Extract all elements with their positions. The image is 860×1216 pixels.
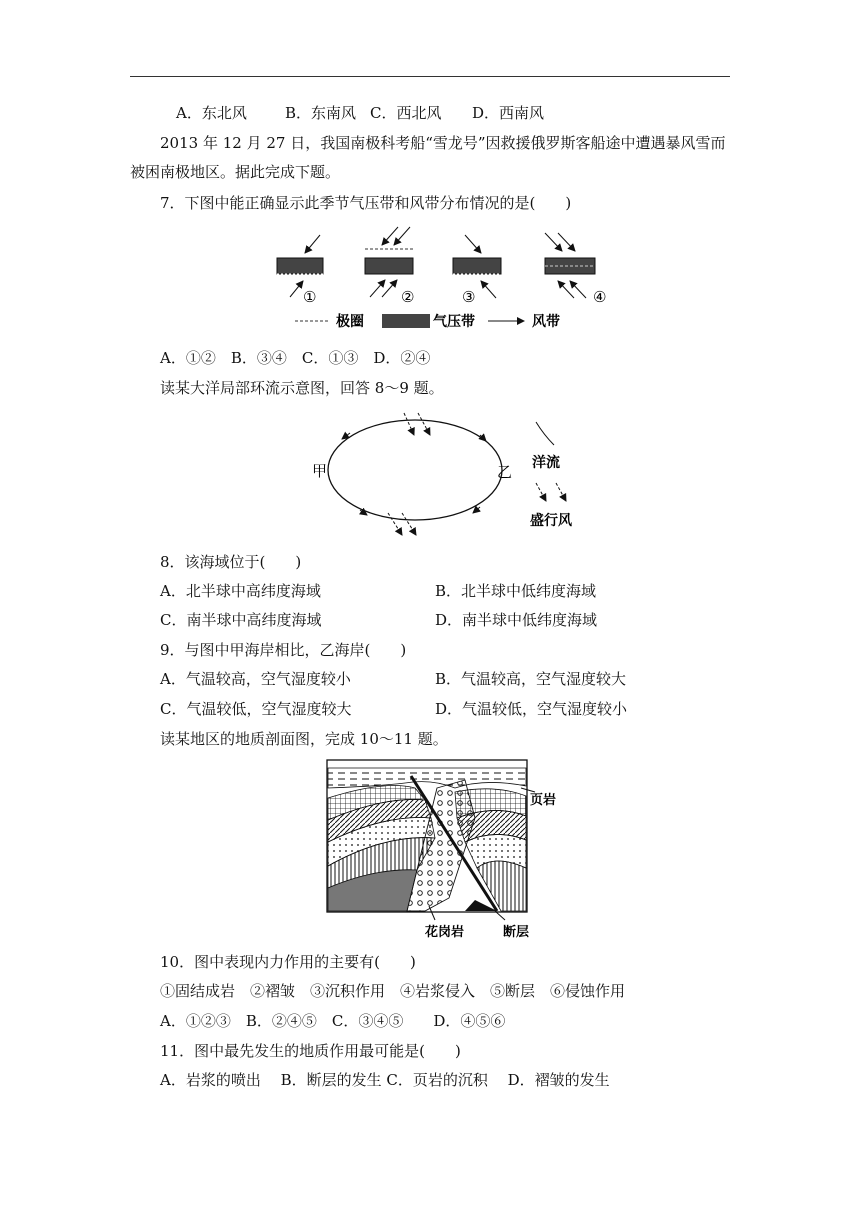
q9-stem: 9．与图中甲海岸相比，乙海岸( ) [160,641,407,659]
q6-option-c: C．西北风 [370,104,442,122]
q8-option-d: D．南半球中低纬度海域 [435,611,598,629]
label-granite: 花岗岩 [425,925,465,940]
label-4: ④ [593,288,607,306]
passage-line-2: 被困南极地区。据此完成下题。 [130,163,341,181]
diagram-4 [545,233,606,306]
q9-option-d: D．气温较低，空气湿度较小 [435,700,628,718]
pressure-wind-figure [270,225,620,335]
q7-options: A．①② B．③④ C．①③ D．②④ [160,349,431,367]
q7-stem: 7．下图中能正确显示此季节气压带和风带分布情况的是( ) [160,194,572,212]
label-1: ① [303,288,317,306]
q11-stem: 11．图中最先发生的地质作用最可能是( ) [160,1042,461,1060]
q9-option-a: A．气温较高，空气湿度较小 [160,670,351,688]
legend-pressure-belt: 气压带 [433,314,475,330]
q6-option-a: A．东北风 [176,104,247,122]
legend-wind-belt: 风带 [532,314,560,330]
label-jia: 甲 [312,462,328,480]
label-3: ③ [462,288,476,306]
label-fault: 断层 [503,925,530,940]
legend-polar-circle: 极圈 [336,314,364,330]
intro-8-9: 读某大洋局部环流示意图，回答 8～9 题。 [160,379,444,397]
label-yi: 乙 [497,463,513,481]
q8-option-a: A．北半球中高纬度海域 [160,582,321,600]
q9-option-c: C．气温较低，空气湿度较大 [160,700,352,718]
q10-stem: 10．图中表现内力作用的主要有( ) [160,953,416,971]
q6-option-d: D．西南风 [472,104,545,122]
figure-legend [295,313,560,330]
q8-option-b: B．北半球中低纬度海域 [435,582,597,600]
legend-wind: 盛行风 [530,513,572,529]
geologic-section-figure [325,758,575,943]
header-rule [130,76,730,77]
q6-option-b: B．东南风 [285,104,357,122]
passage-line-1: 2013 年 12 月 27 日，我国南极科考船“雪龙号”因救援俄罗斯客船途中遭遇暴风雪而 [160,134,726,152]
q8-stem: 8．该海域位于( ) [160,553,302,571]
q11-options: A．岩浆的喷出 B．断层的发生 C．页岩的沉积 D．褶皱的发生 [160,1071,610,1089]
legend-current-line [536,422,554,445]
label-2: ② [401,288,415,306]
diagram-1 [277,235,323,306]
diagram-2 [365,227,414,306]
loop-arrow-bottom-right [473,507,480,513]
label-shale: 页岩 [530,793,557,808]
intro-10-11: 读某地区的地质剖面图，完成 10～11 题。 [160,730,448,748]
circulation-loop [328,420,502,520]
q9-option-b: B．气温较高，空气湿度较大 [435,670,627,688]
diagram-3 [453,235,501,306]
legend-current: 洋流 [532,455,560,471]
q10-items: ①固结成岩 ②褶皱 ③沉积作用 ④岩浆侵入 ⑤断层 ⑥侵蚀作用 [160,982,626,1000]
q8-option-c: C．南半球中高纬度海域 [160,611,322,629]
ocean-circulation-figure [300,405,590,540]
q10-options: A．①②③ B．②④⑤ C．③④⑤ D．④⑤⑥ [160,1012,506,1030]
